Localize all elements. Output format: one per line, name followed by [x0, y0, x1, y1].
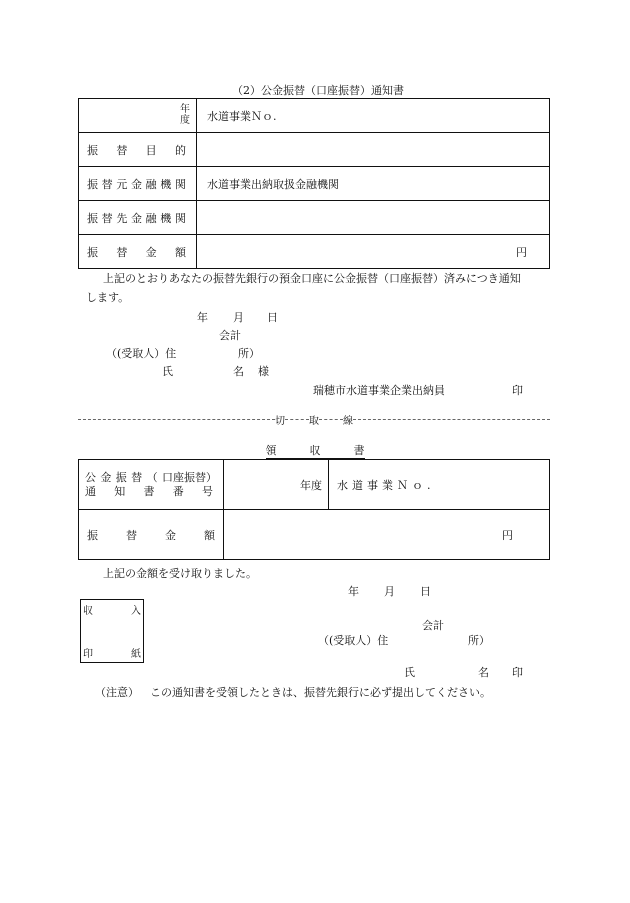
purpose-label-cell: [79, 133, 197, 167]
amount-row: [79, 235, 550, 269]
notice-name-mei: 名: [233, 365, 244, 378]
stamp-char-2: 入: [131, 606, 141, 617]
receipt-name-shi: 氏: [404, 666, 415, 679]
receipt-amount-yen: 円: [224, 510, 550, 560]
notice-issuer: 瑞穂市水道事業企業出納員: [313, 384, 445, 397]
cut-tori: 取: [309, 416, 319, 427]
notice-receiver-addr: （(受取人）住: [106, 347, 177, 360]
year-label-cell: [79, 99, 197, 133]
receipt-water-no: 水道事業Ｎｏ.: [337, 478, 435, 492]
source-bank-value: 水道事業出納取扱金融機関: [197, 167, 550, 201]
notice-table: [78, 98, 550, 269]
dest-bank-label-cell: [79, 201, 197, 235]
notice-title: （2）公金振替（口座振替）通知書: [0, 82, 630, 98]
amount-yen: 円: [197, 235, 550, 269]
source-bank-label-cell: [79, 167, 197, 201]
stamp-char-3: 印: [83, 649, 93, 660]
source-bank-label: 振 替 元 金 融 機 関: [87, 177, 186, 191]
receipt-water-no-cell: [329, 460, 550, 510]
notice-date-year: 年: [197, 311, 208, 324]
notice-date-month: 月: [233, 311, 244, 324]
cut-sen: 線: [343, 416, 353, 427]
receipt-amount-label-cell: [79, 510, 224, 560]
dest-bank-label: 振 替 先 金 融 機 関: [87, 211, 186, 225]
water-no-cell: [197, 99, 550, 133]
notice-seal: 印: [512, 384, 523, 397]
caution-label: （注意）: [95, 686, 139, 699]
amount-label: 振 替 金 額: [87, 245, 186, 259]
notice-date-day: 日: [267, 311, 278, 324]
year-label: 年度: [180, 103, 190, 126]
water-no: 水道事業Ｎｏ.: [207, 109, 277, 123]
notice-name-sama: 様: [258, 365, 269, 378]
stamp-char-4: 紙: [131, 649, 141, 660]
notice-text-line1: 上記のとおりあなたの振替先銀行の預金口座に公金振替（口座振替）済みにつき通知: [103, 272, 521, 285]
receipt-note: 上記の金額を受け取りました。: [103, 567, 257, 580]
receipt-date-month: 月: [384, 585, 395, 598]
receipt-name-mei: 名: [478, 666, 489, 679]
cut-kiri: 切: [275, 416, 285, 427]
receipt-date-day: 日: [420, 585, 431, 598]
dest-bank-value: [197, 201, 550, 235]
stamp-char-1: 収: [83, 606, 93, 617]
receipt-table: [78, 459, 550, 560]
amount-label-cell: [79, 235, 197, 269]
notice-addr-end: 所）: [238, 347, 260, 360]
receipt-date-year: 年: [348, 585, 359, 598]
purpose-label: 振 替 目 的: [87, 143, 186, 157]
purpose-row: [79, 133, 550, 167]
receipt-year-cell: [224, 460, 329, 510]
receipt-year-label: 年度: [300, 478, 322, 492]
notice-no-label2: 通 知 書 番 号: [85, 484, 213, 498]
cut-line: [78, 412, 550, 427]
source-bank-row: [79, 167, 550, 201]
year-row: [79, 99, 550, 133]
notice-name-shi: 氏: [162, 365, 173, 378]
receipt-kaikei: 会計: [422, 619, 444, 632]
notice-no-label1: 公 金 振 替 （ 口座振替）: [85, 470, 217, 484]
caution-text: この通知書を受領したときは、振替先銀行に必ず提出してください。: [150, 686, 491, 699]
purpose-value: [197, 133, 550, 167]
notice-no-label-cell: [79, 460, 224, 510]
notice-text-line2: します。: [86, 291, 130, 304]
receipt-addr-end: 所）: [468, 634, 490, 647]
receipt-seal: 印: [512, 666, 523, 679]
receipt-receiver-addr: （(受取人）住: [318, 634, 389, 647]
notice-kaikei: 会計: [219, 329, 241, 342]
receipt-amount-label: 振 替 金 額: [87, 528, 215, 542]
dest-bank-row: [79, 201, 550, 235]
revenue-stamp-box: [80, 599, 144, 663]
receipt-amount-row: [79, 510, 550, 560]
receipt-title: 領 収 書: [265, 444, 365, 457]
notice-no-row: [79, 460, 550, 510]
